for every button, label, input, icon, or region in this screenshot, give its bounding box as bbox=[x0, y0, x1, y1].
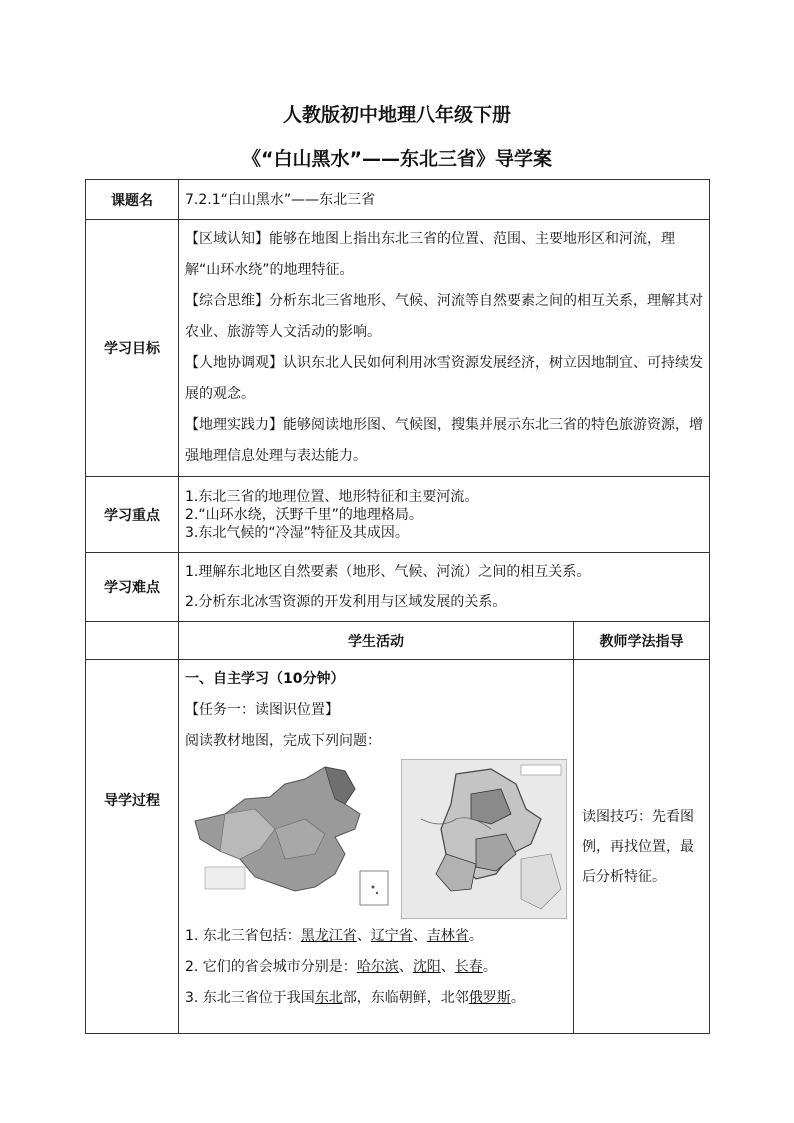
process-content bbox=[179, 660, 574, 1034]
guide-table bbox=[85, 179, 710, 1034]
key-item: 3.东北气候的“冷湿”特征及其成因。 bbox=[185, 524, 409, 541]
northeast-map-image bbox=[401, 759, 567, 919]
difficult-label: 学习难点 bbox=[86, 553, 179, 622]
answer-heilongjiang: 黑龙江省 bbox=[300, 928, 357, 944]
goal-item: 【区域认知】能够在地图上指出东北三省的位置、范围、主要地形区和河流，理解“山环水绕”的地理特征。 bbox=[185, 231, 675, 278]
goals-content bbox=[179, 220, 710, 477]
process-label: 导学过程 bbox=[86, 660, 179, 1034]
teacher-tip bbox=[574, 660, 710, 1034]
answer-jilin: 吉林省 bbox=[426, 928, 469, 944]
goal-item: 【综合思维】分析东北三省地形、气候、河流等自然要素之间的相互关系，理解其对农业、旅游等人文活动的影响。 bbox=[185, 293, 703, 340]
topic-value: 7.2.1“白山黑水”——东北三省 bbox=[179, 180, 710, 220]
process-row bbox=[86, 660, 710, 1034]
student-activity-header: 学生活动 bbox=[179, 622, 574, 660]
goal-item: 【人地协调观】认识东北人民如何利用冰雪资源发展经济，树立因地制宜、可持续发展的观念。 bbox=[185, 355, 703, 402]
task-heading: 【任务一：读图识位置】 bbox=[185, 702, 339, 718]
topic-label: 课题名 bbox=[86, 180, 179, 220]
answer-northeast: 东北 bbox=[314, 990, 343, 1006]
map-figures bbox=[185, 759, 567, 919]
answer-liaoning: 辽宁省 bbox=[370, 928, 413, 944]
difficult-item: 2.分析东北冰雪资源的开发利用与区域发展的关系。 bbox=[185, 594, 507, 610]
question-1: 1. 东北三省包括：黑龙江省、辽宁省、吉林省。 bbox=[185, 928, 483, 944]
difficult-content bbox=[179, 553, 710, 622]
key-item: 2.“山环水绕，沃野千里”的地理格局。 bbox=[185, 506, 423, 523]
document-title: 人教版初中地理八年级下册 bbox=[282, 104, 511, 126]
key-content bbox=[179, 477, 710, 553]
instruction-text: 阅读教材地图，完成下列问题： bbox=[185, 733, 381, 749]
empty-cell bbox=[86, 622, 179, 660]
difficult-row bbox=[86, 553, 710, 622]
key-item: 1.东北三省的地理位置、地形特征和主要河流。 bbox=[185, 488, 479, 505]
answer-changchun: 长春 bbox=[454, 959, 483, 975]
teacher-tip-text: 读图技巧：先看图例，再找位置，最后分析特征。 bbox=[582, 808, 694, 885]
answer-shenyang: 沈阳 bbox=[412, 959, 441, 975]
topic-row bbox=[86, 180, 710, 220]
teacher-guide-header: 教师学法指导 bbox=[574, 622, 710, 660]
answer-harbin: 哈尔滨 bbox=[356, 959, 399, 975]
question-3: 3. 东北三省位于我国东北部，东临朝鲜，北邻俄罗斯。 bbox=[185, 990, 525, 1006]
document-subtitle: 《“白山黑水”——东北三省》导学案 bbox=[242, 148, 552, 170]
column-header-row bbox=[86, 622, 710, 660]
goals-label: 学习目标 bbox=[86, 220, 179, 477]
key-row bbox=[86, 477, 710, 553]
section-heading: 一、自主学习（10分钟） bbox=[185, 671, 345, 687]
china-map-image bbox=[185, 759, 395, 909]
goals-row bbox=[86, 220, 710, 477]
difficult-item: 1.理解东北地区自然要素（地形、气候、河流）之间的相互关系。 bbox=[185, 564, 591, 580]
answer-russia: 俄罗斯 bbox=[468, 990, 511, 1006]
goal-item: 【地理实践力】能够阅读地形图、气候图，搜集并展示东北三省的特色旅游资源，增强地理信息处理与表达能力。 bbox=[185, 417, 703, 464]
key-label: 学习重点 bbox=[86, 477, 179, 553]
question-2: 2. 它们的省会城市分别是：哈尔滨、沈阳、长春。 bbox=[185, 959, 497, 975]
